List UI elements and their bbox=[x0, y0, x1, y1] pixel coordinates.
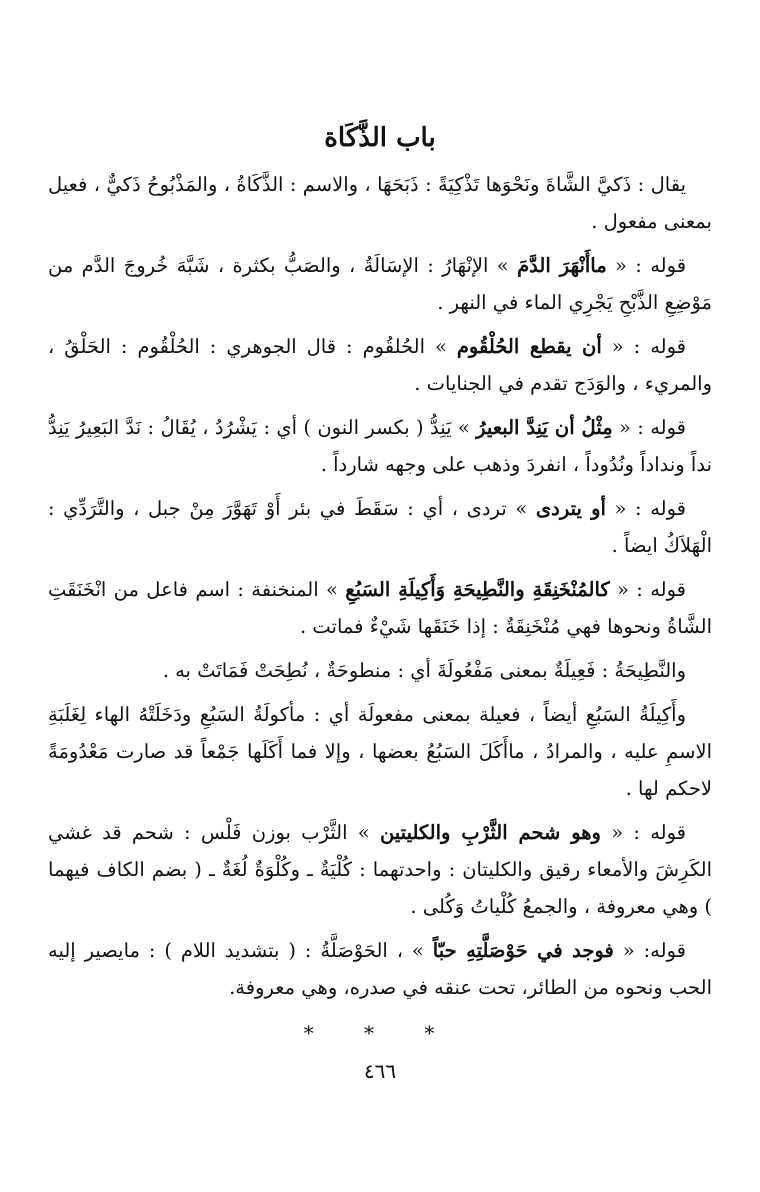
paragraph bbox=[48, 814, 712, 925]
body-text bbox=[48, 166, 712, 1006]
page-number: ٤٦٦ bbox=[363, 1059, 397, 1083]
book-page bbox=[48, 118, 712, 1086]
paragraph-lead: قوله : « bbox=[600, 821, 686, 844]
paragraph-text: » ، الحَوْصَلَّةُ : ( بتشديد اللام ) : مايصير إليه الحب ونحوه من الطائر، تحت عنقه في صدره، وهي معروفة. bbox=[48, 939, 712, 999]
paragraph bbox=[48, 328, 712, 402]
paragraph-lead: قوله : « bbox=[606, 254, 687, 277]
paragraph-text: ذَكيَّ الشَّاةَ ونَحْوَها تَذْكِيَةً : ذَبَحَهَا ، والاسم : الذَّكَاةُ ، والمَذْبُوحُ ذَكيٌّ ، فعيل بمعنى مفعول . bbox=[48, 173, 712, 233]
quoted-term: ماأَنْهَرَ الدَّمَ bbox=[517, 254, 607, 277]
paragraph bbox=[48, 166, 712, 240]
quoted-term: أن يقطع الحُلْقُوم bbox=[456, 335, 602, 358]
paragraph-text: » الثَّرْب بوزن فَلْس : شحم قد غشي الكَرِشَ والأمعاء رقيق والكليتان : واحدتهما : كُلْيَةٌ ـ وكُلْوَةٌ لُغَةٌ ـ ( بضم الكاف فيهما ) وهي معروفة ، والجمعُ كُلْياتُ وَكُلى . bbox=[48, 821, 712, 918]
paragraph bbox=[48, 652, 712, 689]
section-ornament: * * * bbox=[303, 1021, 457, 1045]
paragraph bbox=[48, 696, 712, 807]
paragraph-text: وأَكِيلَةُ السَبُعِ أيضاً ، فعيلة بمعنى مفعولَة أي : مأكولَةُ السَبُعِ ودَخَلَتْهُ الهاء لِغَلَبَةِ الاسمِ عليه ، والمرادُ ، ماأَكَلَ السَبُعُ بعضها ، وإلا فما أَكَلَها جَمْعاً قد صارت مَعْدُومَةً لاحكم لها . bbox=[48, 703, 712, 800]
paragraph-lead: قوله: « bbox=[613, 939, 686, 962]
paragraph-text: » يَنِدُّ ( بكسر النون ) أي : يَشْرُدُ ، يُقَالُ : نَدَّ البَعِيرُ يَنِدُّ نداً ونداداً ونُدُوداً ، انفردَ وذهب على وجهه شارداً . bbox=[48, 416, 712, 476]
paragraph bbox=[48, 571, 712, 645]
quoted-term: فوجد في حَوْصَلَّتِهِ حبّاً bbox=[432, 939, 614, 962]
quoted-term: أو يتردى bbox=[535, 497, 606, 520]
paragraph bbox=[48, 932, 712, 1006]
paragraph-text: » المنخنفة : اسم فاعل من انْخَنَقَتِ الشَّاةُ ونحوها فهي مُنْخَنِقَةٌ : إذا خَنَقَها شَيْءٌ فماتت . bbox=[48, 578, 712, 638]
quoted-term: وهو شحم الثَّرْبِ والكليتين bbox=[379, 821, 601, 844]
paragraph-text: » الإنْهَارُ : الإسَالَةُ ، والصَبُّ بكثرة ، شَبَّهَ خُروجَ الدَّم من مَوْضِعِ الذَّبْحِ يَجْرِي الماء في النهر . bbox=[48, 254, 712, 314]
paragraph-text: » تردى ، أي : سَقَطَ في بئر أَوْ تَهَوَّرَ مِنْ جبل ، والتَّرَدِّي : الْهَلاَكُ ايضاً . bbox=[48, 497, 712, 557]
chapter-title: باب الذَّكَاة bbox=[324, 123, 436, 153]
paragraph-lead: يقال : bbox=[631, 173, 686, 196]
paragraph bbox=[48, 409, 712, 483]
quoted-term: مِثْلُ أن يَنِدَّ البعيرُ bbox=[476, 416, 613, 439]
paragraph-text: والنَّطِيحَةُ : فَعِيلَةٌ بمعنى مَفْعُولَةَ أي : منطوحَةٌ ، نُطِحَتْ فَمَاتَتْ به . bbox=[162, 659, 686, 682]
paragraph-text: » الحُلقُوم : قال الجوهري : الحُلْقُوم : الحَلْقُ ، والمريء ، والوَدَج تقدم في الجنايات . bbox=[48, 335, 712, 395]
paragraph bbox=[48, 247, 712, 321]
paragraph-lead: قوله : « bbox=[601, 335, 686, 358]
paragraph-lead: قوله : « bbox=[612, 416, 687, 439]
paragraph-lead: قوله : « bbox=[609, 578, 686, 601]
paragraph-lead: قوله : « bbox=[605, 497, 687, 520]
quoted-term: كالمُنْخَنِقَةِ والنَّطِيحَةِ وَأَكِيلَةِ السَبُعِ bbox=[345, 578, 610, 601]
paragraph bbox=[48, 490, 712, 564]
